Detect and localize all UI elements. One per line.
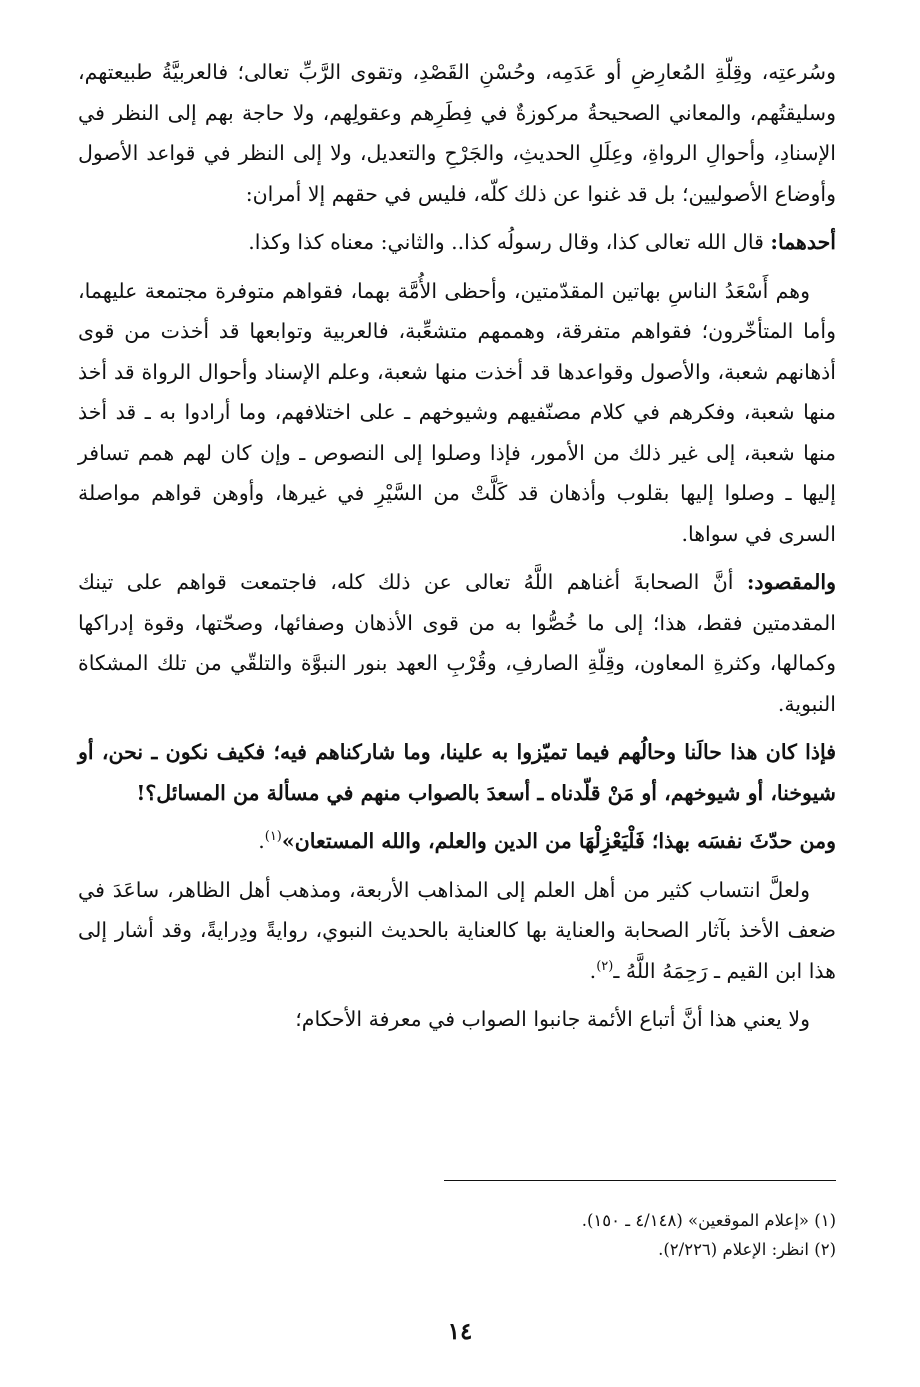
paragraph-text: وسُرعتِه، وقِلّةِ المُعارِضِ أو عَدَمِه، وحُسْنِ القَصْدِ، وتقوى الرَّبِّ تعالى؛ فالعربيَّةُ طبيعتهم، وسليقتُهم، والمعاني الصحيحةُ مركوزةٌ في فِطَرِهم وعقولِهم، ولا حاجة بهم إلى النظر في الإسنادِ، وأحوالِ الرواةِ، وعِلَلِ الحديثِ، والجَرْحِ والتعديل، ولا إلى النظر في قواعد الأصول وأوضاع الأصوليين؛ بل قد غنوا عن ذلك كلّه، فليس في حقهم إلا أمران: <box>78 60 836 206</box>
paragraph-5 <box>78 732 836 813</box>
paragraph-text: أنَّ الصحابةَ أغناهم اللَّهُ تعالى عن ذلك كله، فاجتمعت قواهم على تينك المقدمتين فقط، هذا؛ إلى ما خُصُّوا به من قوى الأذهان وصفائها، وصحّتها، وقوة إدراكها وكمالها، وكثرةِ المعاون، وقِلّةِ الصارفِ، وقُرْبِ العهد بنور النبوَّة والتلقّي من تلك المشكاة النبوية. <box>78 570 836 716</box>
footnote-2 <box>78 1235 836 1264</box>
footnote-divider <box>444 1180 836 1181</box>
paragraph-6 <box>78 821 836 862</box>
footnote-number: (٢) <box>814 1240 836 1259</box>
paragraph-3 <box>78 271 836 555</box>
footnote-number: (١) <box>814 1211 836 1230</box>
paragraph-tail: . <box>589 958 597 983</box>
paragraph-text: ولا يعني هذا أنَّ أتباع الأئمة جانبوا الصواب في معرفة الأحكام؛ <box>295 1007 810 1031</box>
paragraph-text: قال الله تعالى كذا، وقال رسولُه كذا.. والثاني: معناه كذا وكذا. <box>248 230 771 254</box>
paragraph-tail: . <box>258 829 265 853</box>
paragraph-8 <box>78 999 836 1040</box>
paragraph-7 <box>78 870 836 992</box>
paragraph-text: ولعلَّ انتساب كثير من أهل العلم إلى المذاهب الأربعة، ومذهب أهل الظاهر، ساعَدَ في ضعف الأخذ بآثار الصحابة والعناية بها كالعناية بالحديث النبوي، روايةً ودِرايةً، وقد أشار إلى هذا ابن القيم ـ رَحِمَهُ اللَّهُ ـ <box>78 877 836 983</box>
footnote-1 <box>78 1206 836 1235</box>
footnote-ref[interactable]: (١) <box>264 829 282 845</box>
footnote-text: «إعلام الموقعين» (٤/١٤٨ ـ ١٥٠). <box>581 1211 809 1230</box>
paragraph-2 <box>78 222 836 263</box>
paragraph-4 <box>78 562 836 724</box>
paragraph-1 <box>78 52 836 214</box>
paragraph-label: والمقصود: <box>746 570 836 594</box>
page-number: ١٤ <box>447 1318 473 1345</box>
paragraph-text: ومن حدّثَ نفسَه بهذا؛ فَلْيَعْزِلْهَا من الدين والعلم، والله المستعان» <box>281 829 836 853</box>
footnote-text: انظر: الإعلام (٢/٢٢٦). <box>658 1240 809 1259</box>
footnotes <box>78 1206 836 1264</box>
paragraph-label: أحدهما: <box>770 230 836 254</box>
footnote-ref[interactable]: (٢) <box>596 958 614 974</box>
paragraph-text: وهم أَسْعَدُ الناسِ بهاتين المقدّمتين، وأحظى الأُمَّة بهما، فقواهم متوفرة مجتمعة عليهما، وأما المتأخّرون؛ فقواهم متفرقة، وهممهم متشعِّبة، فالعربية وتوابعها قد أخذت من قوى أذهانهم شعبة، والأصول وقواعدها قد أخذت منها شعبة، وعلم الإسناد وأحوال الرواة قد أخذ منها شعبة، وفكرهم في كلام مصنّفيهم وشيوخهم ـ على اختلافهم، وما أرادوا به ـ قد أخذ منها شعبة، إلى غير ذلك من الأمور، فإذا وصلوا إلى النصوص ـ وإن كان لهم همم تسافر إليها ـ وصلوا إليها بقلوب وأذهان قد كَلَّتْ من السَّيْرِ في غيرها، وأوهن قواهم مواصلة السرى في سواها. <box>78 278 836 546</box>
paragraph-text: فإذا كان هذا حالَنا وحالُهم فيما تميّزوا به علينا، وما شاركناهم فيه؛ فكيف نكون ـ نحن، أو شيوخنا، أو شيوخهم، أو مَنْ قلّدناه ـ أسعدَ بالصواب منهم في مسألة من المسائل؟! <box>78 740 836 805</box>
main-text <box>78 52 836 1048</box>
